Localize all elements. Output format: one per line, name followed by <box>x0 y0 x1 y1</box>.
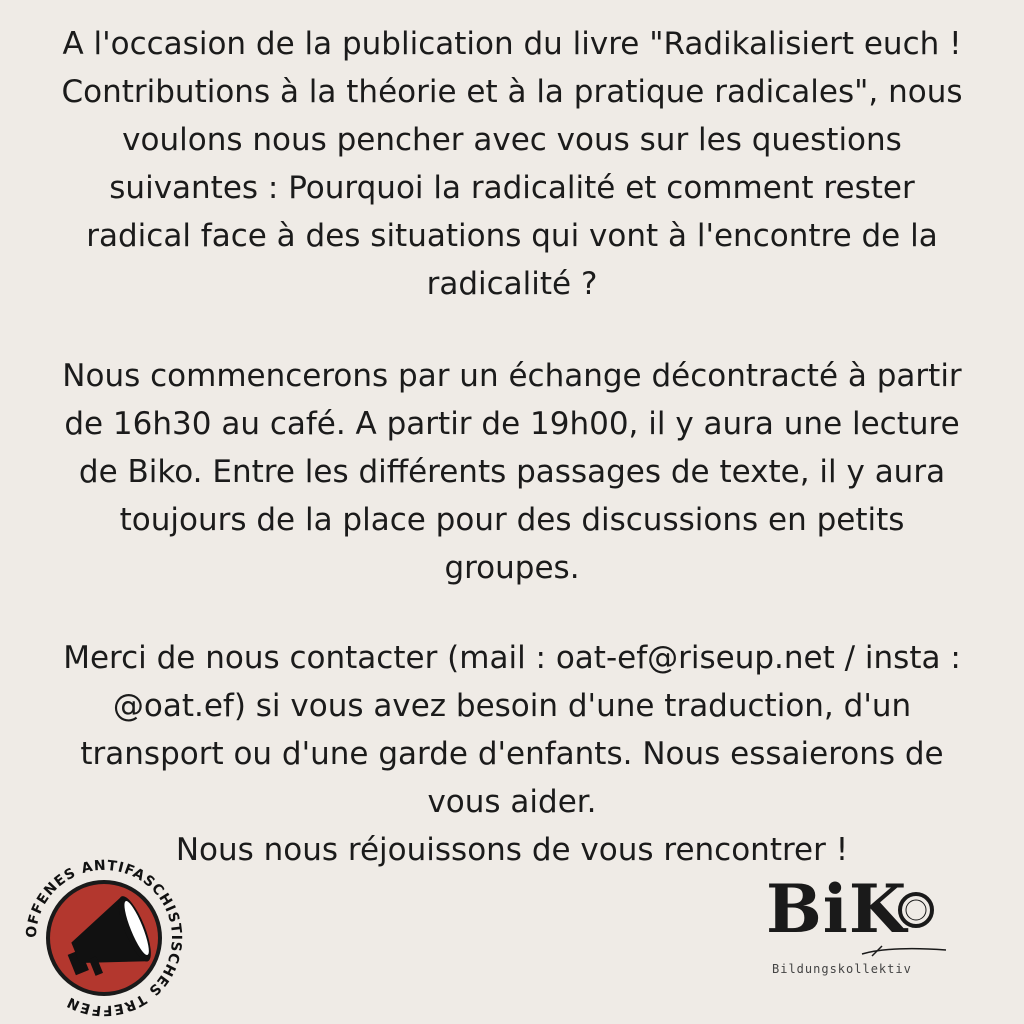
text-line: Contributions à la théorie et à la pratique radicales", nous <box>61 74 963 110</box>
text-line: transport ou d'une garde d'enfants. Nous essaierons de <box>80 736 944 772</box>
text-line: radical face à des situations qui vont à l'encontre de la <box>86 218 938 254</box>
text-line: A l'occasion de la publication du livre "Radikalisiert euch ! <box>62 26 962 62</box>
text-line: voulons nous pencher avec vous sur les questions <box>122 122 902 158</box>
text-line: suivantes : Pourquoi la radicalité et comment rester <box>109 170 915 206</box>
text-line: de Biko. Entre les différents passages de texte, il y aura <box>78 454 946 490</box>
biko-wordmark: BiK <box>766 870 908 948</box>
text-line: Merci de nous contacter (mail : oat-ef@riseup.net / insta : <box>63 640 961 676</box>
program-paragraph <box>18 352 1006 592</box>
pen-stroke-icon <box>860 940 950 960</box>
contact-paragraph <box>18 634 1006 826</box>
text-line: vous aider. <box>427 784 597 820</box>
intro-paragraph <box>18 20 1006 308</box>
text-line: Nous nous réjouissons de vous rencontrer ! <box>175 832 849 868</box>
logo-ring-text: OFFENES ANTIFASCHISTISCHES TREFFEN <box>24 858 184 1018</box>
text-line: de 16h30 au café. A partir de 19h00, il y aura une lecture <box>64 406 960 442</box>
oat-logo <box>24 858 184 1018</box>
text-line: toujours de la place pour des discussions en petits <box>119 502 905 538</box>
biko-o-glyph-icon <box>896 890 936 930</box>
text-line: @oat.ef) si vous avez besoin d'une traduction, d'un <box>112 688 912 724</box>
biko-logo <box>760 870 960 988</box>
megaphone-icon <box>24 858 184 1018</box>
text-line: radicalité ? <box>426 266 598 302</box>
biko-subtitle: Bildungskollektiv <box>772 962 912 976</box>
text-line: Nous commencerons par un échange décontracté à partir <box>62 358 962 394</box>
text-line: groupes. <box>444 550 580 586</box>
